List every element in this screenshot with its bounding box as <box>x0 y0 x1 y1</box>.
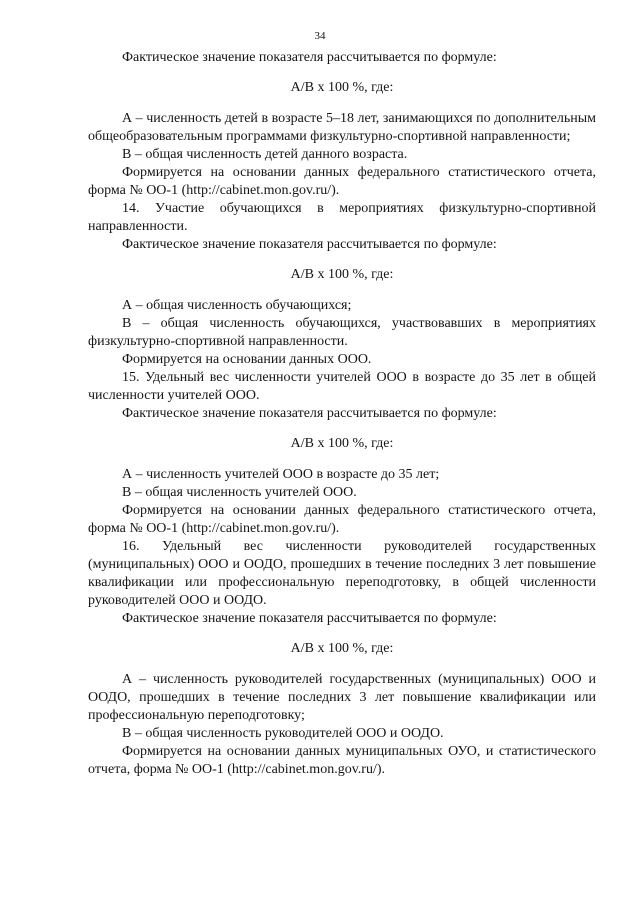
formula-intro: Фактическое значение показателя рассчитывается по формуле: <box>122 50 497 65</box>
formula-intro: Фактическое значение показателя рассчитывается по формуле: <box>122 406 497 421</box>
formula-intro: Фактическое значение показателя рассчитывается по формуле: <box>122 611 497 626</box>
definition-a: А – численность детей в возрасте 5–18 лет, занимающихся по дополнительным общеобразовательным программами физкультурно-спортивной направленности; <box>88 111 596 144</box>
definition-b: В – общая численность руководителей ООО и ООДО. <box>122 726 444 741</box>
indicator-heading-16: 16. Удельный вес численности руководителей государственных (муниципальных) ООО и ООДО, прошедших в течение последних 3 лет повышение квалификации или профессиональную переподготовку, в общей численности руководителей ООО и ООДО. <box>88 539 596 608</box>
data-source: Формируется на основании данных муниципальных ОУО, и статистического отчета, форма № ОО-1 (http://cabinet.mon.gov.ru/). <box>88 744 596 777</box>
definition-b: В – общая численность обучающихся, участвовавших в мероприятиях физкультурно-спортивной направленности. <box>88 316 596 349</box>
indicator-heading-15: 15. Удельный вес численности учителей ООО в возрасте до 35 лет в общей численности учителей ООО. <box>88 370 596 403</box>
indicator-heading-14: 14. Участие обучающихся в мероприятиях физкультурно-спортивной направленности. <box>88 201 596 234</box>
formula: А/В х 100 %, где: <box>290 80 394 95</box>
definition-b: В – общая численность детей данного возраста. <box>122 147 408 162</box>
definition-b: В – общая численность учителей ООО. <box>122 485 357 500</box>
formula: А/В х 100 %, где: <box>290 267 394 282</box>
data-source: Формируется на основании данных федерального статистического отчета, форма № ОО-1 (http://cabinet.mon.gov.ru/). <box>88 503 596 536</box>
formula: А/В х 100 %, где: <box>290 436 394 451</box>
definition-a: А – численность учителей ООО в возрасте до 35 лет; <box>122 467 440 482</box>
page-content <box>88 49 596 779</box>
data-source: Формируется на основании данных федерального статистического отчета, форма № ОО-1 (http://cabinet.mon.gov.ru/). <box>88 165 596 198</box>
definition-a: А – общая численность обучающихся; <box>122 298 352 313</box>
page-number: 34 <box>314 30 326 42</box>
data-source: Формируется на основании данных ООО. <box>122 352 372 367</box>
formula-intro: Фактическое значение показателя рассчитывается по формуле: <box>122 237 497 252</box>
formula: А/В х 100 %, где: <box>290 641 394 656</box>
definition-a: А – численность руководителей государственных (муниципальных) ООО и ООДО, прошедших в течение последних 3 лет повышение квалификации или профессиональную переподготовку; <box>88 672 596 723</box>
